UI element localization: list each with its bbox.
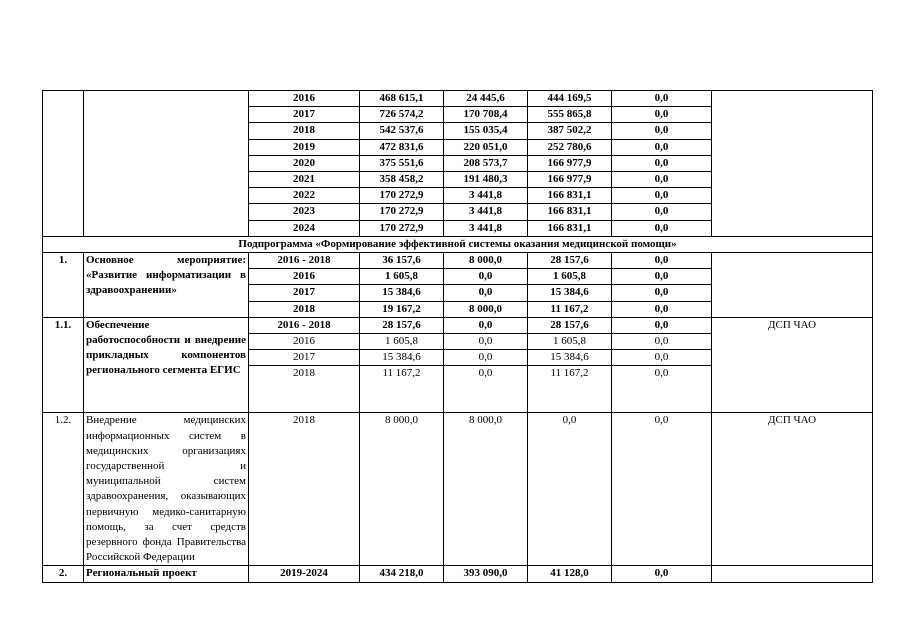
federal-cell: 191 480,3 — [444, 172, 528, 188]
regional-cell: 555 865,8 — [528, 107, 612, 123]
other-cell: 0,0 — [612, 91, 712, 107]
other-cell: 0,0 — [612, 188, 712, 204]
regional-cell: 15 384,6 — [528, 285, 612, 301]
federal-cell: 220 051,0 — [444, 139, 528, 155]
period-cell: 2016 - 2018 — [249, 317, 360, 333]
item-name: Региональный проект — [84, 566, 249, 582]
total-cell: 36 157,6 — [360, 253, 444, 269]
regional-cell: 15 384,6 — [528, 350, 612, 366]
executor-cell — [712, 253, 873, 318]
executor-cell — [712, 91, 873, 237]
item-name: Внедрение медицинских информационных систем в медицинских организациях государственной и муниципальной систем здравоохранения, оказывающих первичную медико-санитарную помощь, за счет средств резервного фонда Правительства Российской Федерации — [84, 413, 249, 566]
subprogram-row — [43, 236, 873, 252]
other-cell: 0,0 — [612, 366, 712, 413]
total-cell: 15 384,6 — [360, 350, 444, 366]
total-cell: 542 537,6 — [360, 123, 444, 139]
regional-cell: 11 167,2 — [528, 301, 612, 317]
regional-cell: 41 128,0 — [528, 566, 612, 582]
other-cell: 0,0 — [612, 155, 712, 171]
other-cell: 0,0 — [612, 301, 712, 317]
period-cell: 2019-2024 — [249, 566, 360, 582]
total-cell: 1 605,8 — [360, 334, 444, 350]
other-cell: 0,0 — [612, 204, 712, 220]
total-cell: 11 167,2 — [360, 366, 444, 413]
total-cell: 170 272,9 — [360, 204, 444, 220]
other-cell: 0,0 — [612, 269, 712, 285]
table-row — [43, 317, 873, 333]
period-cell: 2017 — [249, 107, 360, 123]
total-cell: 28 157,6 — [360, 317, 444, 333]
regional-cell: 166 977,9 — [528, 172, 612, 188]
other-cell: 0,0 — [612, 566, 712, 582]
table-row — [43, 566, 873, 582]
executor-cell: ДСП ЧАО — [712, 317, 873, 413]
other-cell: 0,0 — [612, 334, 712, 350]
item-number: 2. — [43, 566, 84, 582]
item-number: 1.2. — [43, 413, 84, 566]
total-cell: 15 384,6 — [360, 285, 444, 301]
other-cell: 0,0 — [612, 220, 712, 236]
total-cell: 468 615,1 — [360, 91, 444, 107]
regional-cell: 166 977,9 — [528, 155, 612, 171]
federal-cell: 8 000,0 — [444, 413, 528, 566]
federal-cell: 0,0 — [444, 317, 528, 333]
period-cell: 2016 - 2018 — [249, 253, 360, 269]
period-cell: 2018 — [249, 366, 360, 413]
regional-cell: 28 157,6 — [528, 253, 612, 269]
total-cell: 472 831,6 — [360, 139, 444, 155]
regional-cell: 444 169,5 — [528, 91, 612, 107]
other-cell: 0,0 — [612, 317, 712, 333]
regional-cell: 0,0 — [528, 413, 612, 566]
table-row — [43, 91, 873, 107]
regional-cell: 166 831,1 — [528, 188, 612, 204]
total-cell: 170 272,9 — [360, 220, 444, 236]
period-cell: 2017 — [249, 285, 360, 301]
other-cell: 0,0 — [612, 413, 712, 566]
other-cell: 0,0 — [612, 285, 712, 301]
table-row — [43, 413, 873, 566]
regional-cell: 11 167,2 — [528, 366, 612, 413]
regional-cell: 387 502,2 — [528, 123, 612, 139]
name-cell — [84, 91, 249, 237]
executor-cell: ДСП ЧАО — [712, 413, 873, 566]
period-cell: 2021 — [249, 172, 360, 188]
regional-cell: 252 780,6 — [528, 139, 612, 155]
federal-cell: 3 441,8 — [444, 188, 528, 204]
period-cell: 2016 — [249, 91, 360, 107]
total-cell: 19 167,2 — [360, 301, 444, 317]
total-cell: 8 000,0 — [360, 413, 444, 566]
executor-cell — [712, 566, 873, 582]
other-cell: 0,0 — [612, 253, 712, 269]
federal-cell: 0,0 — [444, 285, 528, 301]
period-cell: 2016 — [249, 269, 360, 285]
period-cell: 2018 — [249, 123, 360, 139]
federal-cell: 393 090,0 — [444, 566, 528, 582]
federal-cell: 8 000,0 — [444, 253, 528, 269]
total-cell: 726 574,2 — [360, 107, 444, 123]
other-cell: 0,0 — [612, 172, 712, 188]
federal-cell: 155 035,4 — [444, 123, 528, 139]
federal-cell: 0,0 — [444, 350, 528, 366]
federal-cell: 24 445,6 — [444, 91, 528, 107]
regional-cell: 1 605,8 — [528, 269, 612, 285]
federal-cell: 3 441,8 — [444, 204, 528, 220]
number-cell — [43, 91, 84, 237]
federal-cell: 208 573,7 — [444, 155, 528, 171]
federal-cell: 3 441,8 — [444, 220, 528, 236]
federal-cell: 8 000,0 — [444, 301, 528, 317]
other-cell: 0,0 — [612, 123, 712, 139]
period-cell: 2024 — [249, 220, 360, 236]
budget-table — [42, 90, 873, 583]
total-cell: 170 272,9 — [360, 188, 444, 204]
federal-cell: 0,0 — [444, 269, 528, 285]
regional-cell: 166 831,1 — [528, 220, 612, 236]
total-cell: 375 551,6 — [360, 155, 444, 171]
period-cell: 2019 — [249, 139, 360, 155]
total-cell: 1 605,8 — [360, 269, 444, 285]
regional-cell: 166 831,1 — [528, 204, 612, 220]
period-cell: 2018 — [249, 301, 360, 317]
item-name: Основное мероприятие: «Развитие информатизации в здравоохранении» — [84, 253, 249, 318]
item-number: 1.1. — [43, 317, 84, 413]
federal-cell: 0,0 — [444, 366, 528, 413]
regional-cell: 1 605,8 — [528, 334, 612, 350]
period-cell: 2016 — [249, 334, 360, 350]
period-cell: 2022 — [249, 188, 360, 204]
period-cell: 2017 — [249, 350, 360, 366]
item-number: 1. — [43, 253, 84, 318]
table-row — [43, 253, 873, 269]
regional-cell: 28 157,6 — [528, 317, 612, 333]
item-name: Обеспечение работоспособности и внедрение прикладных компонентов регионального сегмента ЕГИС — [84, 317, 249, 413]
period-cell: 2020 — [249, 155, 360, 171]
total-cell: 358 458,2 — [360, 172, 444, 188]
subprogram-title: Подпрограмма «Формирование эффективной системы оказания медицинской помощи» — [43, 236, 873, 252]
period-cell: 2018 — [249, 413, 360, 566]
period-cell: 2023 — [249, 204, 360, 220]
federal-cell: 0,0 — [444, 334, 528, 350]
other-cell: 0,0 — [612, 139, 712, 155]
total-cell: 434 218,0 — [360, 566, 444, 582]
other-cell: 0,0 — [612, 350, 712, 366]
other-cell: 0,0 — [612, 107, 712, 123]
federal-cell: 170 708,4 — [444, 107, 528, 123]
